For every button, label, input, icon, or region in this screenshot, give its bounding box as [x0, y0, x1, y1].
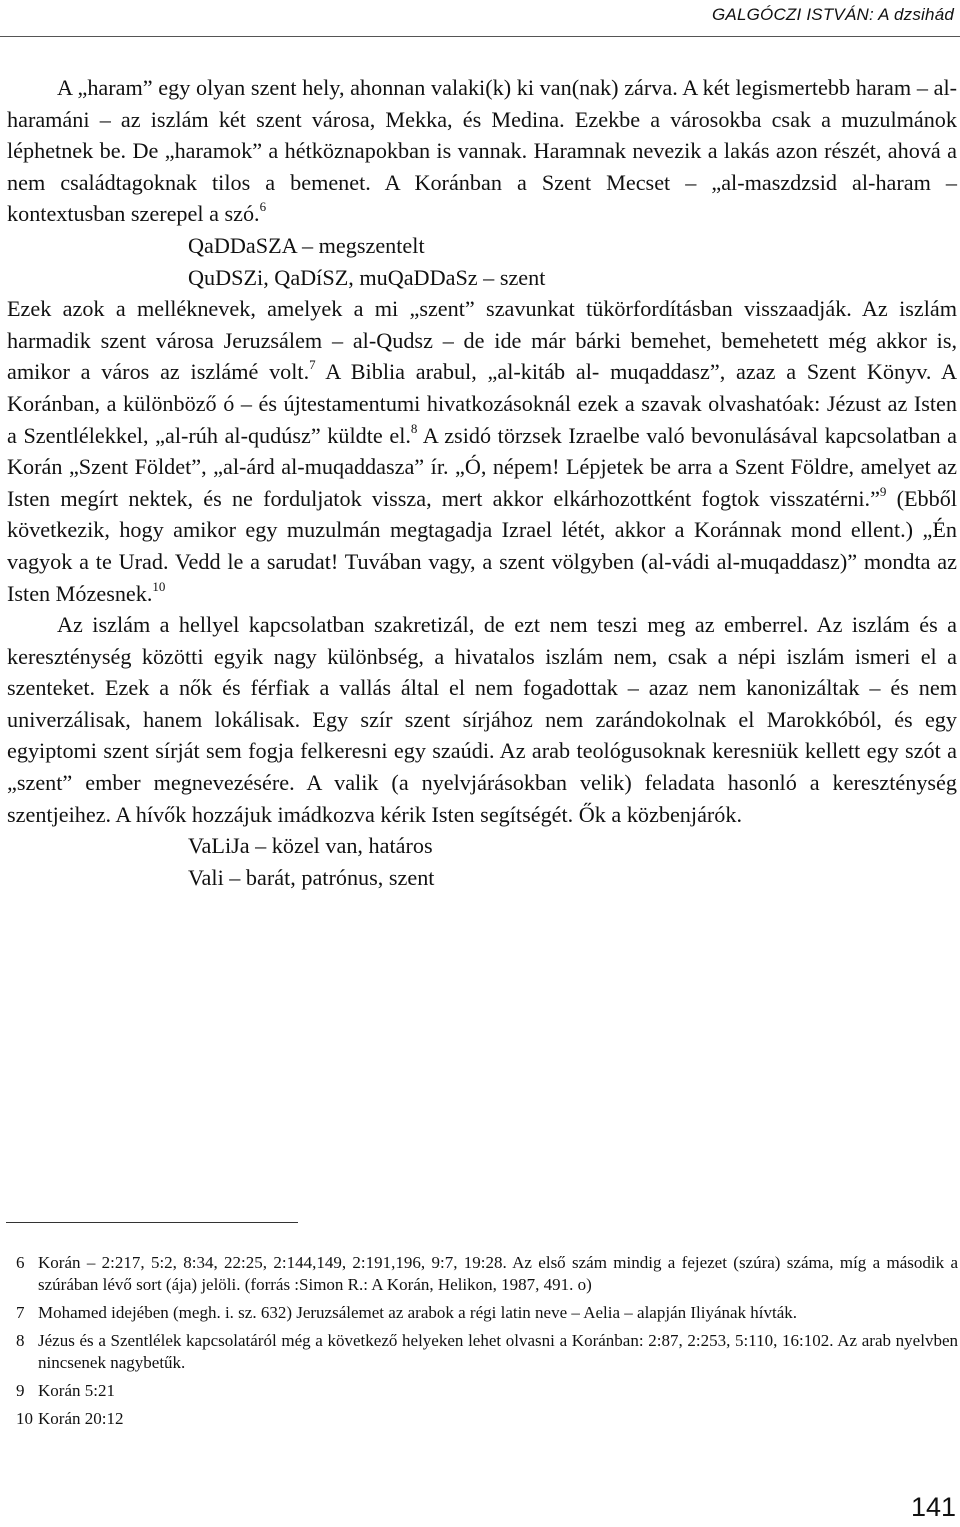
footnote — [4, 1408, 958, 1430]
footnote-ref[interactable]: 6 — [259, 199, 267, 215]
footnote-ref[interactable]: 10 — [152, 578, 166, 594]
paragraph-text: A „haram” egy olyan szent hely, ahonnan valaki(k) ki van(nak) zárva. A két legismertebb haram – al-haramáni – az iszlám két szent városa, Mekka, és Medina. Ezekbe a városokba csak a muzulmánok léphetnek be. De „haramok” a hétköznapokban is vannak. Haramnak nevezik a lakás azon részét, ahová a nem családtagoknak tilos a bemenet. A Koránban a Szent Mecset – „al-maszdzsid al-haram – kontextusban szerepel a szó. — [7, 75, 957, 227]
paragraph-haram — [7, 72, 957, 230]
footnote-ref[interactable]: 7 — [309, 357, 316, 373]
footnote-number: 7 — [16, 1303, 25, 1322]
paragraph-text: A zsidó törzsek Izraelbe való bevonulásával kapcsolatban a Korán „Szent Földet”, „al-árd al-muqaddasza” ír. „Ó, népem! Lépjetek be arra a Szent Földre, amelyet az Isten megírt nektek, és ne forduljatok vissza, mert akkor elkárhozottként fogtok visszatérni.” — [7, 422, 957, 511]
etymology-line: QaDDaSZA – megszentelt — [188, 232, 425, 258]
footnotes — [4, 1252, 958, 1436]
etymology-line: VaLiJa – közel van, határos — [188, 833, 433, 859]
footnote-ref[interactable]: 9 — [879, 483, 887, 499]
footnote-number: 6 — [16, 1253, 25, 1272]
footnote-text: Korán 5:21 — [38, 1381, 115, 1400]
footnote-ref[interactable]: 8 — [410, 420, 418, 436]
footnote-number: 10 — [16, 1409, 33, 1428]
footnote-text: Mohamed idejében (megh. i. sz. 632) Jeruzsálemet az arabok a régi latin neve – Aelia – alapján Iliyának hívták. — [38, 1303, 798, 1322]
page-number: 141 — [910, 1492, 956, 1522]
main-text — [7, 72, 957, 893]
footnote-text: Jézus és a Szentlélek kapcsolatáról még a következő helyeken lehet olvasni a Koránban: 2:87, 2:253, 5:110, 16:102. Az arab nyelvben nincsenek nagybetűk. — [38, 1331, 958, 1372]
etymology-line: QuDSZi, QaDíSZ, muQaDDaSz – szent — [188, 264, 546, 290]
footnote-number: 9 — [16, 1381, 25, 1400]
paragraph-text: A Biblia arabul, „al-kitáb al- muqaddasz”, azaz a Szent Könyv. A Koránban, a különböző ó – és újtestamentumi hivatkozásoknál ezek a szavak olvashatóak: Jézust az Isten a Szentlélekkel, „al-rúh al-qudúsz” küldte el. — [7, 359, 957, 448]
paragraph-text: Ezek azok a melléknevek, amelyek a mi „szent” szavunkat tükörfordításban visszaadják. Az iszlám harmadik szent városa Jeruzsálem – al-Qudsz – de ide már bárki bemehet, bemehetett még akkor is, amikor a város az iszlámé volt. — [7, 296, 957, 385]
footnote-text: Korán 20:12 — [38, 1409, 124, 1428]
etymology-line: Vali – barát, patrónus, szent — [188, 864, 435, 890]
paragraph-text: (Ebből következik, hogy amikor egy muzulmán megtagadja Izrael létét, akkor a Koránnak mond ellent.) „Én vagyok a te Urad. Vedd le a sarudat! Tuvában vagy, a szent völgyben (al-vádi al-muqaddasz)” mondta az Isten Mózesnek. — [7, 485, 957, 606]
footnote — [4, 1330, 958, 1374]
paragraph-adjectives — [7, 293, 957, 609]
footnote-number: 8 — [16, 1331, 25, 1350]
footnote — [4, 1380, 958, 1402]
header-divider — [0, 36, 960, 37]
footnote — [4, 1302, 958, 1324]
footnote-text: Korán – 2:217, 5:2, 8:34, 22:25, 2:144,149, 2:191,196, 9:7, 19:28. Az első szám mindig a fejezet (szúra) száma, míg a második a szúrában lévő sort (ája) jelöli. (forrás :Simon R.: A Korán, Helikon, 1987, 491. o) — [38, 1253, 958, 1294]
footnote — [4, 1252, 958, 1296]
running-header-title: GALGÓCZI ISTVÁN: A dzsihád — [711, 5, 954, 24]
paragraph-saints: Az iszlám a hellyel kapcsolatban szakretizál, de ezt nem teszi meg az emberrel. Az iszlám és a kereszténység közötti egyik nagy különbség, a hivatalos iszlám nem, csak a népi iszlám ismeri el a szenteket. Ezek a nők és férfiak a vallás által el nem fogadottak – azaz nem kanonizáltak – és nem univerzálisak, hanem lokálisak. Egy szír szent sírjához nem zarándokolnak el Marokkóból, és egy egyiptomi szent sírját sem fogja felkeresni egy szaúdi. Az arab teológusoknak keresniük kellett egy szót a „szent” ember megnevezésére. A valik (a nyelvjárásokban velik) feladata hasonló a kereszténység szentjeihez. A hívők hozzájuk imádkozva kérik Isten segítségét. Ők a közbenjárók. — [7, 612, 957, 827]
footnote-divider — [6, 1222, 298, 1223]
